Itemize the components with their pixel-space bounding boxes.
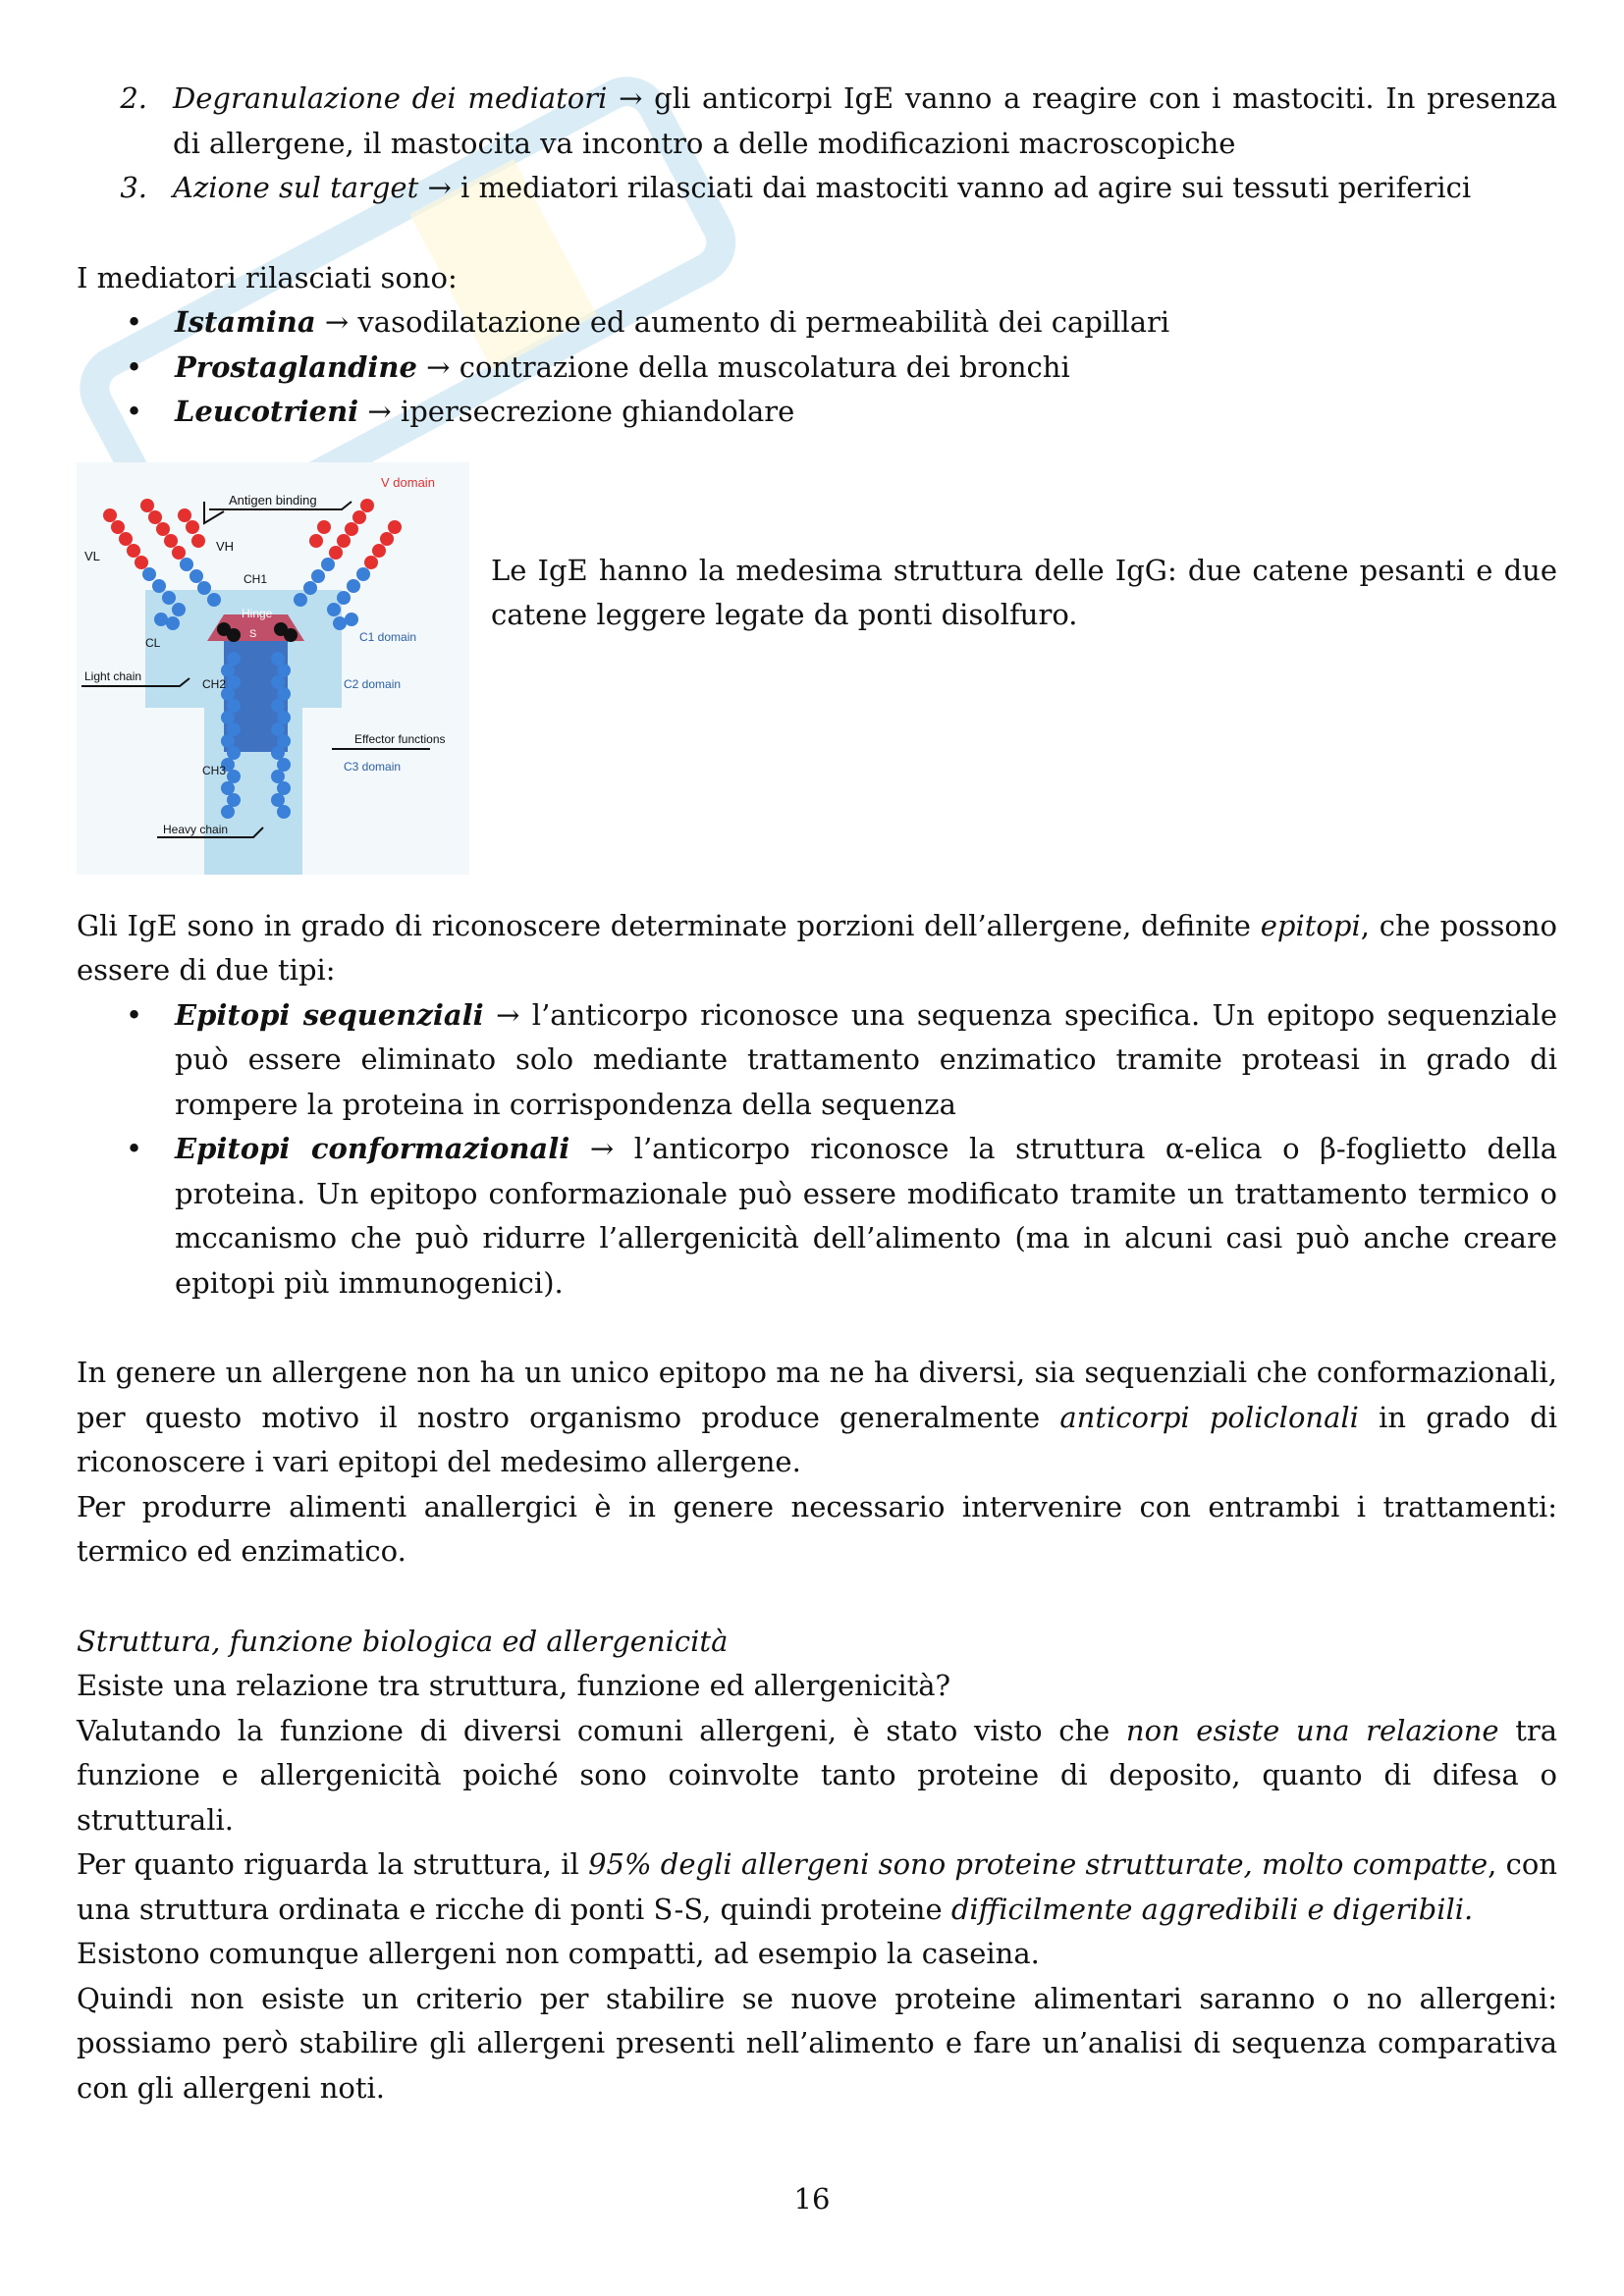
paragraph-anallergic: Per produrre alimenti anallergici è in genere necessario intervenire con entrambi i trattamenti: termico ed enzimatico. — [77, 1489, 1557, 1568]
section-title: Struttura, funzione biologica ed allergenicità — [77, 1624, 729, 1658]
numbered-item — [77, 166, 1557, 211]
label-ch1: CH1 — [244, 571, 268, 586]
item-text: l’anticorpo riconosce una sequenza specifica. Un epitopo sequenziale può essere eliminato solo mediante trattamento enzimatico tramite proteasi in grado di rompere la proteina in corrispondenza della sequenza — [175, 997, 1558, 1121]
item-text: gli anticorpi IgE vanno a reagire con i mastociti. In presenza di allergene, il mastocita va incontro a delle modificazioni macroscopiche — [173, 81, 1557, 160]
arrow-icon: → — [496, 997, 520, 1032]
label-ch3: CH3 — [202, 763, 227, 777]
mediators-intro: I mediatori rilasciati sono: — [77, 260, 458, 294]
epitopes-intro: Gli IgE sono in grado di riconoscere determinate porzioni dell’allergene, definite epitopi, che possono essere di due tipi: — [77, 908, 1557, 987]
arrow-icon: → — [589, 1132, 615, 1165]
paragraph-conclusion: Quindi non esiste un criterio per stabilire se nuove proteine alimentari saranno o no allergeni: possiamo però stabilire gli allergeni presenti nell’alimento e fare un’analisi di sequenza comparativa con gli allergeni noti. — [77, 1981, 1557, 2105]
bullet-icon: • — [126, 997, 143, 1032]
paragraph-structure: Per quanto riguarda la struttura, il 95% degli allergeni sono proteine strutturate, molto compatte, con una struttura ordinata e ricche di ponti S-S, quindi proteine difficilmente aggredibili e digeribili. — [77, 1847, 1557, 1926]
label-vl: VL — [84, 548, 100, 563]
item-text: i mediatori rilasciati dai mastociti vanno ad agire sui tessuti periferici — [451, 171, 1472, 204]
paragraph-function: Valutando la funzione di diversi comuni allergeni, è stato visto che non esiste una relazione tra funzione e allergenicità poiché sono coinvolte tanto proteine di deposito, quanto di difesa o strutturali. — [77, 1713, 1557, 1837]
list-item — [77, 390, 1557, 435]
item-term: Degranulazione dei mediatori — [173, 81, 608, 115]
bullet-icon: • — [126, 395, 143, 428]
label-c3-domain: C3 domain — [344, 759, 402, 774]
item-text: l’anticorpo riconosce la struttura α-elica o β-foglietto della proteina. Un epitopo conformazionale può essere modificato tramite un trattamento termico o mccanismo che può ridurre l’allergenicità dell’alimento (ma in alcuni casi può anche creare epitopi più immunogenici). — [175, 1132, 1558, 1300]
arrow-icon: → — [426, 349, 451, 384]
arrow-icon: → — [619, 81, 643, 115]
label-v-domain: V domain — [381, 474, 435, 490]
numbered-item — [77, 77, 1557, 166]
item-term: Leucotrieni — [175, 395, 359, 428]
paragraph-casein: Esistono comunque allergeni non compatti, ad esempio la caseina. — [77, 1937, 1040, 1970]
list-item — [77, 993, 1557, 1128]
label-ch2: CH2 — [202, 676, 227, 691]
item-term: Azione sul target — [173, 171, 419, 204]
item-text: contrazione della muscolatura dei bronchi — [450, 349, 1070, 384]
bullet-icon: • — [126, 1132, 143, 1165]
label-light-chain: Light chain — [84, 668, 142, 683]
item-term: Prostaglandine — [175, 349, 417, 384]
antibody-structure-figure — [77, 462, 469, 875]
item-term: Epitopi conformazionali — [175, 1132, 570, 1165]
label-c2-domain: C2 domain — [344, 676, 402, 691]
list-item — [77, 346, 1557, 391]
bullet-icon: • — [126, 305, 143, 339]
list-item — [77, 300, 1557, 346]
arrow-icon: → — [427, 171, 452, 204]
label-effector-functions: Effector functions — [354, 731, 446, 746]
arrow-icon: → — [367, 395, 392, 428]
label-antigen-binding: Antigen binding — [229, 492, 317, 507]
label-hinge: Hinge — [242, 606, 273, 620]
question: Esiste una relazione tra struttura, funzione ed allergenicità? — [77, 1669, 951, 1702]
label-vh: VH — [216, 538, 235, 554]
item-text: ipersecrezione ghiandolare — [391, 395, 795, 428]
label-cl: CL — [145, 635, 161, 650]
item-number: 2. — [120, 81, 147, 115]
figure-caption: Le IgE hanno la medesima struttura delle IgG: due catene pesanti e due catene leggere legate da ponti disolfuro. — [491, 553, 1557, 631]
bullet-icon: • — [126, 349, 143, 384]
paragraph-polyclonal: In genere un allergene non ha un unico epitopo ma ne ha diversi, sia sequenziali che conformazionali, per questo motivo il nostro organismo produce generalmente anticorpi policlonali in grado di riconoscere i vari epitopi del medesimo allergene. — [77, 1356, 1557, 1478]
page-number: 16 — [793, 2182, 831, 2216]
item-term: Epitopi sequenziali — [175, 997, 484, 1032]
item-term: Istamina — [175, 305, 316, 339]
item-text: vasodilatazione ed aumento di permeabilità dei capillari — [349, 305, 1170, 339]
list-item — [77, 1127, 1557, 1306]
label-heavy-chain: Heavy chain — [163, 822, 229, 836]
label-s: S — [249, 627, 257, 640]
arrow-icon: → — [324, 305, 350, 339]
item-number: 3. — [120, 171, 147, 204]
label-c1-domain: C1 domain — [359, 629, 417, 644]
